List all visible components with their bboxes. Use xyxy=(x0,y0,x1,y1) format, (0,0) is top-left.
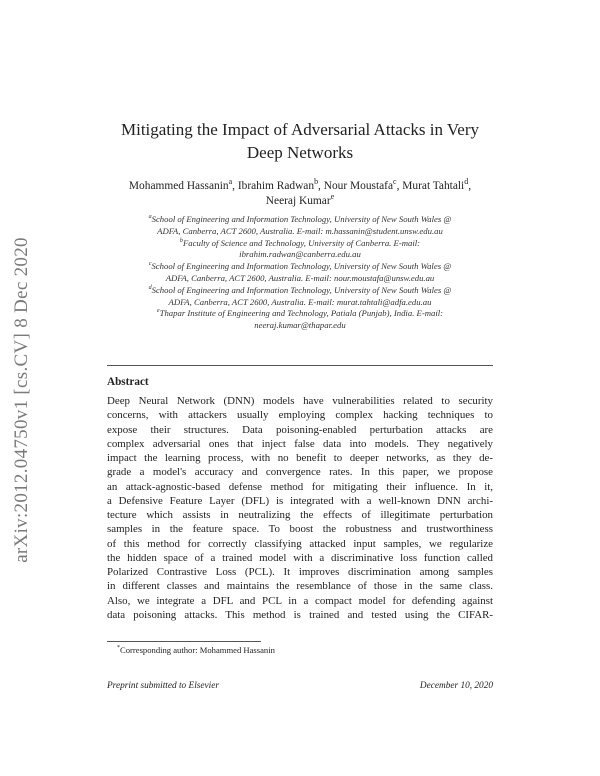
footer-preprint-note: Preprint submitted to Elsevier xyxy=(107,681,219,691)
abstract-body xyxy=(107,394,493,622)
abstract-top-rule xyxy=(107,365,493,366)
affil-line: ADFA, Canberra, ACT 2600, Australia. E-mail: murat.tahtali@adfa.edu.au xyxy=(168,296,432,307)
affiliation xyxy=(100,308,500,332)
abstract-line: data poisoning attacks. This method is trained and tested using the CIFAR- xyxy=(107,608,493,621)
affil-mark: e xyxy=(330,192,335,202)
affil-mark: c xyxy=(148,261,152,268)
abstract-line: Also, we integrate a DFL and PCL in a compact model for defending against xyxy=(107,594,493,607)
author-name: Mohammed Hassanin xyxy=(128,180,229,192)
title-line-1: Mitigating the Impact of Adversarial Attacks in Very xyxy=(120,120,480,139)
abstract-line: in different classes and maintains the resemblance of those in the same class. xyxy=(107,580,493,593)
affil-line: Faculty of Science and Technology, University of Canberra. E-mail: xyxy=(182,237,421,248)
author-name: Neeraj Kumar xyxy=(265,195,331,207)
arxiv-sidebar-stamp xyxy=(0,0,44,776)
author-separator: , xyxy=(468,180,472,192)
affil-mark: d xyxy=(464,177,469,187)
affiliation xyxy=(100,285,500,309)
abstract-line: concerns, with attackers usually employing complex hacking techniques to xyxy=(107,409,493,422)
abstract-line: complex adversarial ones that inject false data into models. They negatively xyxy=(107,437,493,450)
abstract-heading: Abstract xyxy=(107,376,149,388)
affil-mark: e xyxy=(156,308,160,315)
abstract-line: impact the learning process, with no benefit to deeper networks, as they de- xyxy=(107,452,493,464)
title-line-2: Deep Networks xyxy=(246,143,354,162)
affiliations xyxy=(100,214,500,332)
author-list xyxy=(105,179,495,209)
abstract-line: an attack-agnostic-based defense method for mitigating their influence. In it, xyxy=(107,480,493,493)
footnote-rule xyxy=(107,641,261,642)
abstract-line: the hidden space of a trained model with a discriminative loss function called xyxy=(107,551,493,564)
footer-date: December 10, 2020 xyxy=(419,681,493,691)
author-separator: , xyxy=(318,180,324,192)
author-name: Nour Moustafa xyxy=(323,180,394,192)
author-name: Ibrahim Radwan xyxy=(237,180,315,192)
affil-mark: a xyxy=(228,177,233,187)
affil-line: ADFA, Canberra, ACT 2600, Australia. E-mail: m.hassanin@student.unsw.edu.au xyxy=(157,225,443,236)
footnote-mark: * xyxy=(117,645,121,652)
author-name: Murat Tahtali xyxy=(402,180,465,192)
abstract-line: Polarized Contrastive Loss (PCL). It improves discrimination among samples xyxy=(107,566,493,578)
abstract-line: a Defensive Feature Layer (DFL) is integrated with a well-known DNN archi- xyxy=(107,494,493,507)
abstract-line: grade a model's accuracy and convergence rates. In this paper, we propose xyxy=(107,466,493,479)
affil-mark: b xyxy=(179,237,183,244)
footnote-text: Corresponding author: Mohammed Hassanin xyxy=(120,645,275,655)
affil-line: School of Engineering and Information Technology, University of New South Wales @ xyxy=(151,284,452,295)
affil-line: Thapar Institute of Engineering and Technology, Patiala (Punjab), India. E-mail: xyxy=(159,308,444,319)
abstract-line: of this method for correctly classifying attacked input samples, we regularize xyxy=(107,537,493,550)
author-separator: , xyxy=(396,180,403,192)
affil-mark: b xyxy=(314,177,319,187)
affil-mark: d xyxy=(148,284,152,291)
affil-mark: c xyxy=(393,177,397,187)
affil-line: School of Engineering and Information Technology, University of New South Wales @ xyxy=(151,261,452,272)
affiliation xyxy=(100,261,500,285)
affil-line: neeraj.kumar@thapar.edu xyxy=(254,320,346,331)
author-separator: , xyxy=(232,180,238,192)
footnote xyxy=(117,645,275,655)
abstract-line: samples in the feature space. To boost the robustness and trustworthiness xyxy=(107,523,493,536)
affil-line: ADFA, Canberra, ACT 2600, Australia. E-mail: nour.moustafa@unsw.edu.au xyxy=(165,272,435,283)
arxiv-identifier: arXiv:2012.04750v1 [cs.CV] 8 Dec 2020 xyxy=(11,237,32,563)
affiliation xyxy=(100,214,500,238)
affil-line: School of Engineering and Information Technology, University of New South Wales @ xyxy=(151,214,452,224)
affiliation xyxy=(100,238,500,262)
affil-line: ibrahim.radwan@canberra.edu.au xyxy=(239,249,361,260)
abstract-line: tecture which assists in neutralizing the effects of illegitimate perturbation xyxy=(107,509,493,521)
affil-mark: a xyxy=(148,214,152,221)
abstract-line: Deep Neural Network (DNN) models have vulnerabilities related to security xyxy=(107,395,493,407)
abstract-line: expose their structures. Data poisoning-enabled perturbation attacks are xyxy=(107,423,493,436)
paper-title xyxy=(100,118,500,164)
